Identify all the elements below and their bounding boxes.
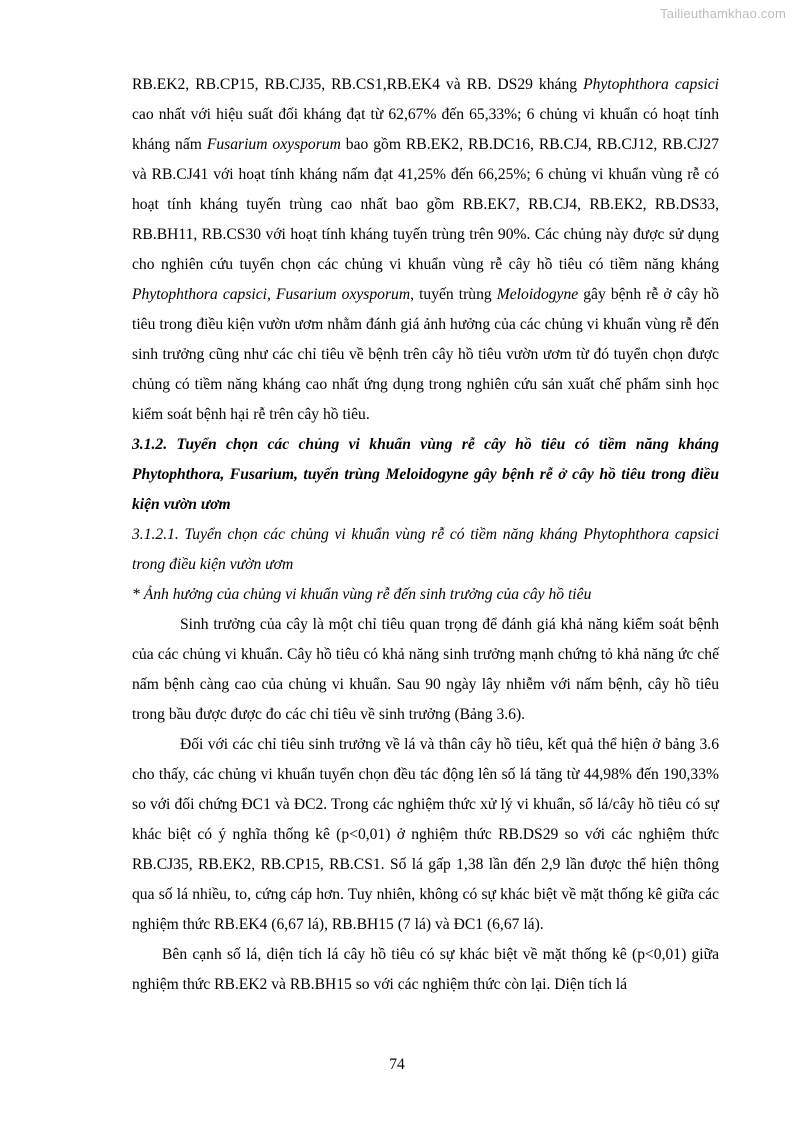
bullet-heading-growth: * Ảnh hưởng của chủng vi khuẩn vùng rễ đến sinh trưởng của cây hồ tiêu	[132, 586, 592, 603]
subsection-heading-3-1-2-1: 3.1.2.1. Tuyển chọn các chủng vi khuẩn vùng rễ có tiềm năng kháng Phytophthora capsici trong điều kiện vườn ươm	[132, 526, 719, 573]
text-run: RB.EK2, RB.CP15, RB.CJ35, RB.CS1,RB.EK4 và RB. DS29 kháng	[132, 76, 584, 93]
paragraph-growth: Sinh trưởng của cây là một chỉ tiêu quan trọng để đánh giá khả năng kiểm soát bệnh của các chủng vi khuẩn. Cây hồ tiêu có khả năng sinh trưởng mạnh chứng tỏ khả năng ức chế nấm bệnh càng cao của chủng vi khuẩn. Sau 90 ngày lây nhiễm với nấm bệnh, cây hồ tiêu trong bầu được được đo các chỉ tiêu về sinh trưởng (Bảng 3.6).	[132, 616, 719, 723]
species-name: Phytophthora capsici, Fusarium oxysporum	[132, 286, 411, 303]
text-run: bao gồm RB.EK2, RB.DC16, RB.CJ4, RB.CJ12, RB.CJ27 và RB.CJ41 với hoạt tính kháng nấm đạt 41,25% đến 66,25%; 6 chủng vi khuẩn vùng rễ có hoạt tính kháng tuyến trùng cao nhất bao gồm RB.EK7, RB.CJ4, RB.EK2, RB.DS33, RB.BH11, RB.CS30 với hoạt tính kháng tuyến trùng trên 90%. Các chủng này được sử dụng cho nghiên cứu tuyển chọn các chủng vi khuẩn vùng rễ cây hồ tiêu có tiềm năng kháng	[132, 136, 719, 273]
watermark: Tailieuthamkhao.com	[660, 6, 786, 21]
species-name: Fusarium oxysporum	[206, 136, 341, 153]
text-run: , tuyến trùng	[410, 286, 497, 303]
page-number: 74	[389, 1056, 405, 1073]
species-name: Meloidogyne	[496, 286, 579, 303]
paragraph-intro	[132, 70, 719, 430]
paragraph-leaf-area: Bên cạnh số lá, diện tích lá cây hồ tiêu có sự khác biệt về mặt thống kê (p<0,01) giữa nghiệm thức RB.EK2 và RB.BH15 so với các nghiệm thức còn lại. Diện tích lá	[132, 946, 719, 993]
text-run: cao nhất với hiệu suất đối kháng đạt từ 62,67% đến 65,33%; 6 chủng vi khuẩn có hoạt tính kháng nấm	[132, 106, 719, 153]
paragraph-leaves: Đối với các chỉ tiêu sinh trưởng về lá và thân cây hồ tiêu, kết quả thể hiện ở bảng 3.6 cho thấy, các chủng vi khuẩn tuyển chọn đều tác động lên số lá tăng từ 44,98% đến 190,33% so với đối chứng ĐC1 và ĐC2. Trong các nghiệm thức xử lý vi khuẩn, số lá/cây hồ tiêu có sự khác biệt có ý nghĩa thống kê (p<0,01) ở nghiệm thức RB.DS29 so với các nghiệm thức RB.CJ35, RB.EK2, RB.CP15, RB.CS1. Số lá gấp 1,38 lần đến 2,9 lần được thể hiện thông qua số lá nhiều, to, cứng cáp hơn. Tuy nhiên, không có sự khác biệt về mặt thống kê giữa các nghiệm thức RB.EK4 (6,67 lá), RB.BH15 (7 lá) và ĐC1 (6,67 lá).	[132, 736, 719, 933]
section-heading-3-1-2: 3.1.2. Tuyển chọn các chủng vi khuẩn vùng rễ cây hồ tiêu có tiềm năng kháng Phytophthora, Fusarium, tuyến trùng Meloidogyne gây bệnh rễ ở cây hồ tiêu trong điều kiện vườn ươm	[132, 436, 719, 513]
species-name: Phytophthora capsici	[583, 76, 720, 93]
document-body	[132, 70, 719, 1000]
text-run: gây bệnh rễ ở cây hồ tiêu trong điều kiện vườn ươm nhằm đánh giá ảnh hưởng của các chủng vi khuẩn vùng rễ đến sinh trưởng cũng như các chỉ tiêu về bệnh trên cây hồ tiêu vườn ươm từ đó tuyển chọn được chủng có tiềm năng kháng cao nhất ứng dụng trong nghiên cứu sản xuất chế phẩm sinh học kiểm soát bệnh hại rễ trên cây hồ tiêu.	[132, 286, 720, 423]
